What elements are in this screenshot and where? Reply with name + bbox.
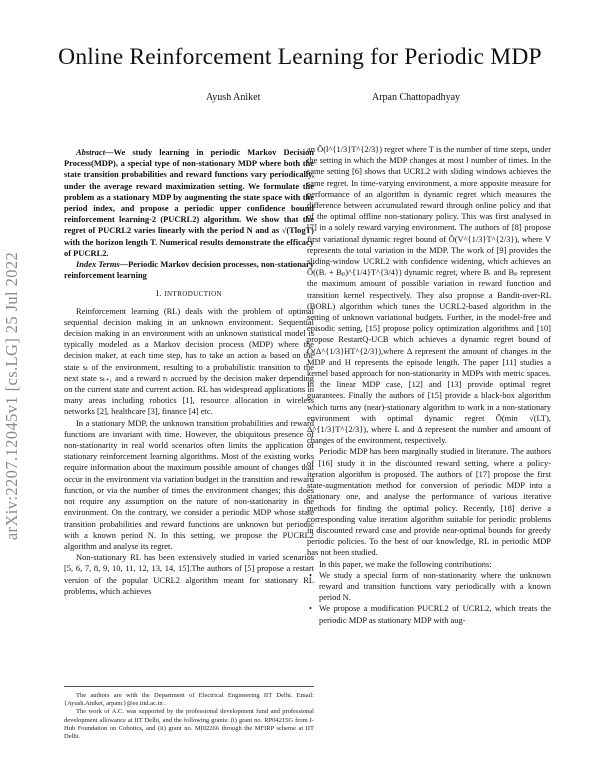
right-column <box>307 144 551 626</box>
index-terms <box>64 259 314 281</box>
footnote-affiliation: The authors are with the Department of Electrical Engineering IIT Delhi. Email: {Ayush.Aniket, arpanc}@ee.iitd.ac.in . <box>64 692 314 708</box>
arxiv-identifier: arXiv:2207.12045v1 [cs.LG] 25 Jul 2022 <box>2 251 21 541</box>
footnote-funding: The work of A.C. was supported by the professional development fund and professional development allowance at IIT Delhi, and the following grants: (i) grant no. RP04215G from I-Hub Foundation on Cobotics, and (ii) grant no. MI02266 through the MFIRP scheme at IIT Delhi. <box>64 708 314 741</box>
section-title: INTRODUCTION <box>164 290 223 299</box>
contribution-item: • We propose a modification PUCRL2 of UCRL2, which treats the periodic MDP as stationary MDP with aug- <box>319 603 551 625</box>
intro-paragraph-2: In a stationary MDP, the unknown transition probabilities and reward functions are invariant with time. However, the ubiquitous presence of non-stationarity in real world scenarios often limits the application of stationary reinforcement learning algorithms. Most of the existing works require information about the maximum possible amount of changes that occur in the environment via variation budget in the transition and reward function, or via the number of times the environment changes; this does not require any assumption on the nature of non-stationarity in the environment. On the contrary, we consider a periodic MDP whose state transition probabilities and reward functions are unknown but periodic with a known period N. In this setting, we propose the PUCRL2 algorithm and analyse its regret. <box>64 417 314 551</box>
contributions-list <box>307 570 551 626</box>
periodic-mdp-paragraph: Periodic MDP has been marginally studied in literature. The authors of [16] study it in the discounted reward setting, where a policy-iteration algorithm is proposed. The authors of [17] propose the first state-augmentation method for conversion of periodic MDP into a stationary one, and analyse the performance of various iterative methods for finding the optimal policy. Recently, [18] derive a corresponding value iteration algorithm suitable for periodic problems in discounted reward case and provide near-optimal bounds for greedy periodic policies. To the best of our knowledge, RL in periodic MDP has not been studied. <box>307 446 551 558</box>
index-terms-label: Index Terms <box>76 259 120 270</box>
intro-paragraph-3: Non-stationary RL has been extensively studied in varied scenarios [5, 6, 7, 8, 9, 10, 11, 12, 13, 14, 15].The authors of [5] propose a restart version of the popular UCRL2 algorithm meant for stationary RL problems, which achieves <box>64 552 314 596</box>
section-heading <box>64 288 314 300</box>
contribution-item: • We study a special form of non-stationarity where the unknown reward and transition functions vary periodically with a known period N. <box>319 570 551 604</box>
abstract-text: —We study learning in periodic Markov Decision Process(MDP), a special type of non-stationary MDP where both the state transition probabilities and reward functions vary periodically, under the average reward maximization setting. We formulate the problem as a stationary MDP by augmenting the state space with the period index, and propose a periodic upper confidence bound reinforcement learning-2 (PUCRL2) algorithm. We show that the regret of PUCRL2 varies linearly with the period N and as √(TlogT) with the horizon length T. Numerical results demonstrate the efficacy of PUCRL2. <box>64 147 314 258</box>
footnotes <box>64 686 314 741</box>
left-column <box>64 147 314 597</box>
intro-paragraph-1: Reinforcement learning (RL) deals with the problem of optimal sequential decision making in an unknown environment. Sequential decision making in an environment with an unknown statistical model is typically modeled as a Markov decision process (MDP) where the decision maker, at each time step, has to take an action aₜ based on the state sₜ of the environment, resulting to a probabilistic transition to the next state sₜ₊₁ and a reward rₜ accrued by the decision maker depending on the current state and current action. RL has widespread applications in many areas including robotics [1], resource allocation in wireless networks [2], healthcare [3], finance [4] etc. <box>64 305 314 417</box>
abstract-label: Abstract <box>76 147 106 157</box>
related-work-paragraph: an Õ(l^{1/3}T^{2/3}) regret where T is the number of time steps, under the setting in which the MDP changes at most l number of times. In the same setting [6] shows that UCRL2 with sliding windows achieves the same regret. In time-varying environment, a more apposite measure for performance of an algorithm is dynamic regret which measures the difference between accumulated reward through online policy and that of the optimal offline non-stationary policy. This was first analysed in [7] in a solely reward varying environment. The authors of [8] propose first variational dynamic regret bound of Õ(V^{1/3}T^{2/3}), where V represents the total variation in the MDP. The work of [9] provides the sliding-window UCRL2 with confidence widening, which achieves an Õ((Bᵣ + Bₚ)^{1/4}T^{3/4}) dynamic regret, where Bᵣ and Bₚ represent the maximum amount of possible variation in reward function and transition kernel respectively. They also propose a Bandit-over-RL (BORL) algorithm which tunes the UCRL2-based algorithm in the setting of unknown variational budgets. Further, in the model-free and episodic setting, [15] propose policy optimization algorithms and [10] propose RestartQ-UCB which achieves a dynamic regret bound of Õ(Δ^{1/3}HT^{2/3}),where Δ represent the amount of changes in the MDP and H represents the episode length. The paper [11] studies a kernel based approach for non-stationarity in MDPs with metric spaces. In the linear MDP case, [12] and [13] provide optimal regret guarantees. Finally the authors of [15] provide a black-box algorithm which turns any (near)-stationary algorithm to work in a non-stationary environment with optimal dynamic regret Õ(min √(LT), Δ^{1/3}T^{2/3}), where L and Δ represent the number and amount of changes of the environment, respectively. <box>307 144 551 446</box>
index-terms-text: —Periodic Markov decision processes, non-stationary reinforcement learning <box>64 259 314 281</box>
contributions-intro: In this paper, we make the following contributions: <box>319 558 492 569</box>
section-number: I. <box>155 288 165 299</box>
author-2: Arpan Chattopadhyay <box>372 92 461 103</box>
paper-title: Online Reinforcement Learning for Periodic MDP <box>58 44 542 70</box>
author-1: Ayush Aniket <box>206 92 261 103</box>
abstract <box>64 147 314 259</box>
